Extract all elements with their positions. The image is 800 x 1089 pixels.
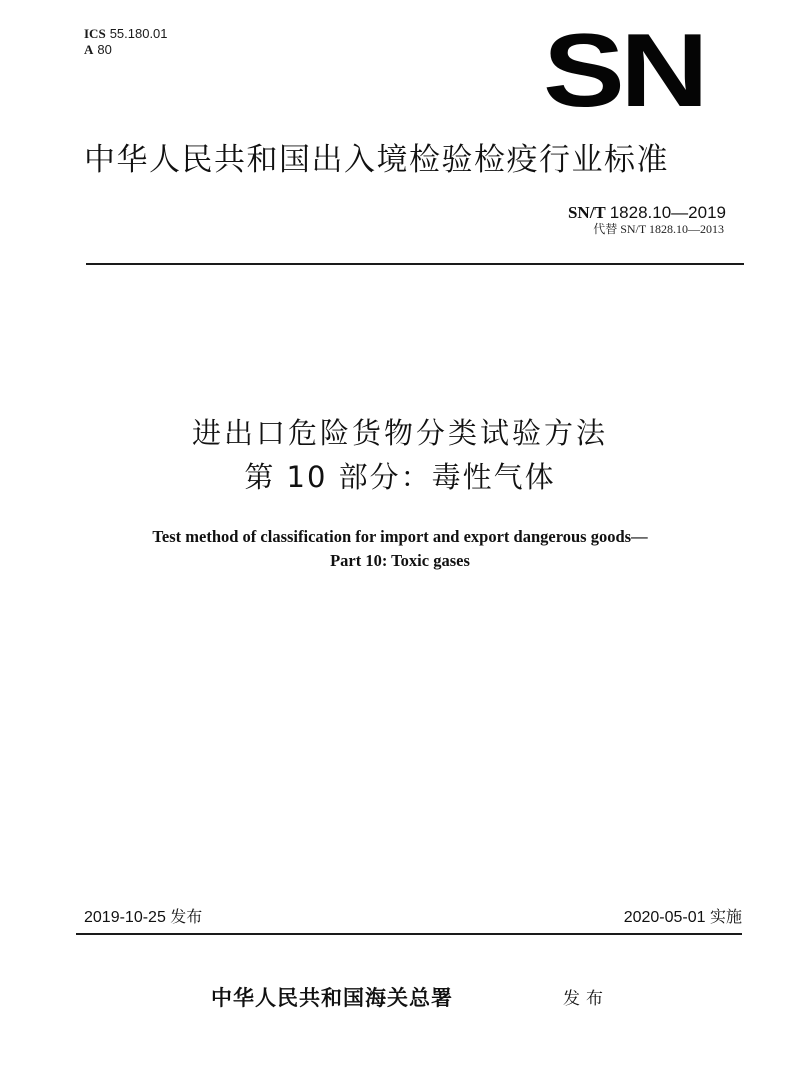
ics-code [84,26,168,42]
issue-date: 2019-10-25 发布 [84,909,203,926]
document-subtitle-en: Part 10: Toxic gases [330,551,470,570]
standard-code [568,203,726,223]
footer-divider [76,933,742,935]
ics-value: 55.180.01 [109,26,168,41]
document-subtitle-cn: 第 10 部分：毒性气体 [244,460,556,494]
sn-logo: SN [543,13,705,129]
ccs-value: 80 [97,42,112,57]
ics-label: ICS [84,26,106,41]
standard-category: 中华人民共和国出入境检验检疫行业标准 [84,142,669,178]
replaces-standard: 代替 SN/T 1828.10—2013 [593,222,724,236]
document-title-en: Test method of classification for import and export dangerous goods— [152,527,648,546]
standard-code-number: 1828.10—2019 [609,203,726,222]
issuing-authority: 中华人民共和国海关总署 [211,985,453,1010]
issuer-action: 发布 [563,989,609,1009]
classification-codes [84,26,168,58]
implementation-date: 2020-05-01 实施 [623,909,742,926]
ccs-label: A [84,42,94,57]
ccs-code [84,42,168,58]
standard-code-prefix: SN/T [567,203,606,222]
header-divider [86,263,744,265]
document-title-cn: 进出口危险货物分类试验方法 [191,416,608,450]
